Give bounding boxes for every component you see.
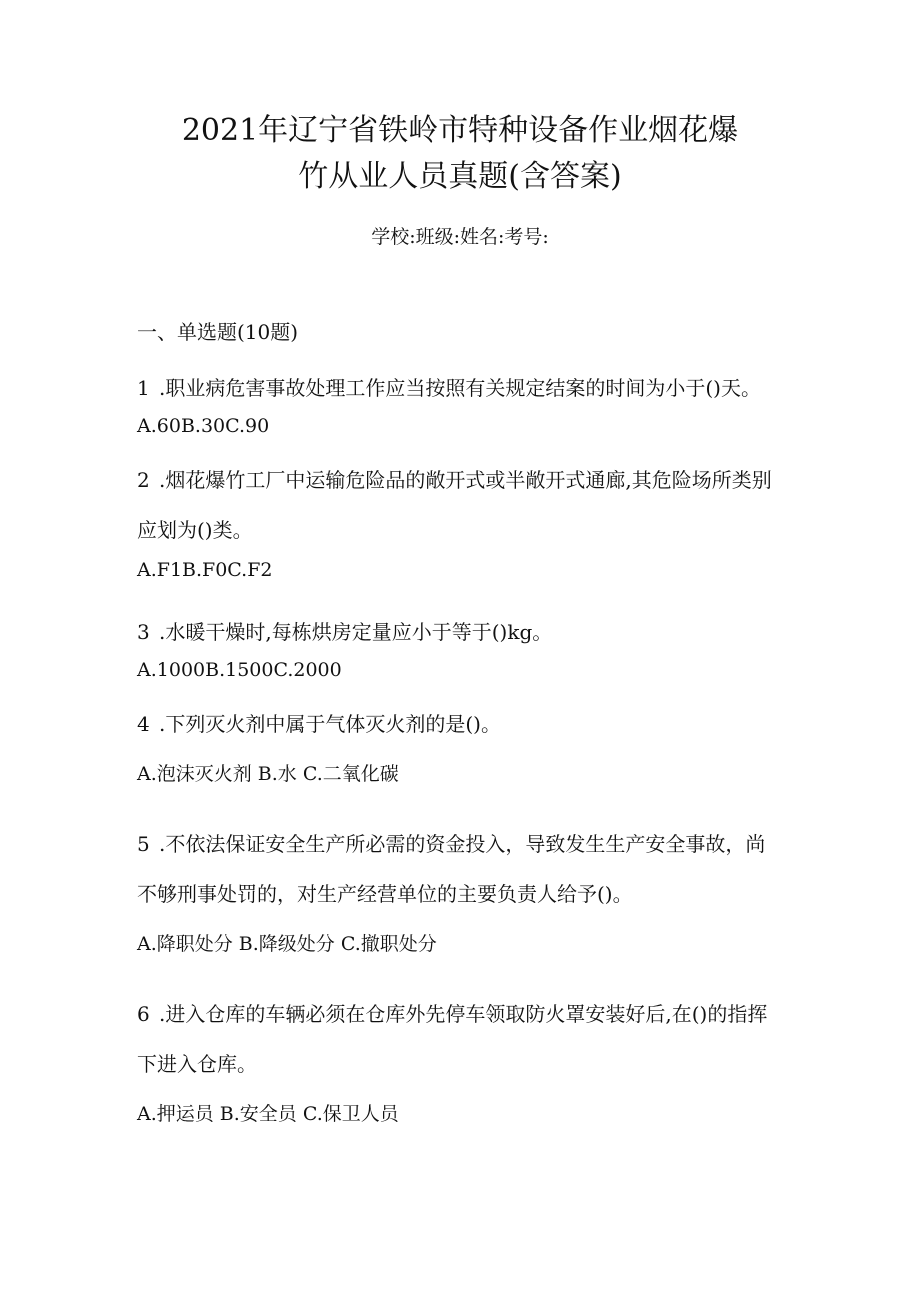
question-text: .职业病危害事故处理工作应当按照有关规定结案的时间为小于()天。 bbox=[159, 376, 761, 400]
question-text: .水暖干燥时,每栋烘房定量应小于等于()kg。 bbox=[159, 620, 553, 644]
question-text: .烟花爆竹工厂中运输危险品的敞开式或半敞开式通廊,其危险场所类别 bbox=[159, 468, 772, 492]
question-text: .进入仓库的车辆必须在仓库外先停车领取防火罩安装好后,在()的指挥 bbox=[159, 1002, 768, 1026]
question-5-line-1 bbox=[137, 830, 765, 858]
question-number: 4 bbox=[137, 712, 150, 736]
question-number: 2 bbox=[137, 468, 150, 492]
question-1-options: A.60B.30C.90 bbox=[137, 415, 270, 437]
question-text: .不依法保证安全生产所必需的资金投入，导致发生生产安全事故，尚 bbox=[159, 832, 766, 856]
document-title-line-1: 2021年辽宁省铁岭市特种设备作业烟花爆 bbox=[181, 113, 739, 148]
question-6-line-2: 下进入仓库。 bbox=[137, 1052, 257, 1076]
question-3-line-1 bbox=[137, 618, 552, 646]
document-title-line-2: 竹从业人员真题(含答案) bbox=[298, 159, 622, 194]
question-1-line-1 bbox=[137, 374, 761, 402]
question-number: 1 bbox=[137, 376, 150, 400]
question-6-line-1 bbox=[137, 1000, 767, 1028]
question-number: 3 bbox=[137, 620, 150, 644]
question-5-line-2: 不够刑事处罚的，对生产经营单位的主要负责人给予()。 bbox=[137, 882, 633, 906]
question-4-options: A.泡沫灭火剂 B.水 C.二氧化碳 bbox=[137, 763, 399, 785]
student-info-line: 学校:班级:姓名:考号: bbox=[371, 226, 549, 248]
question-2-line-2: 应划为()类。 bbox=[137, 518, 253, 542]
question-2-line-1 bbox=[137, 466, 772, 494]
question-6-options: A.押运员 B.安全员 C.保卫人员 bbox=[137, 1103, 399, 1125]
section-heading: 一、单选题(10题) bbox=[137, 320, 299, 344]
question-2-options: A.F1B.F0C.F2 bbox=[137, 559, 273, 581]
question-3-options: A.1000B.1500C.2000 bbox=[137, 659, 342, 681]
question-number: 6 bbox=[137, 1002, 150, 1026]
question-4-line-1 bbox=[137, 710, 501, 738]
question-5-options: A.降职处分 B.降级处分 C.撤职处分 bbox=[137, 933, 437, 955]
question-number: 5 bbox=[137, 832, 150, 856]
question-text: .下列灭火剂中属于气体灭火剂的是()。 bbox=[159, 712, 501, 736]
